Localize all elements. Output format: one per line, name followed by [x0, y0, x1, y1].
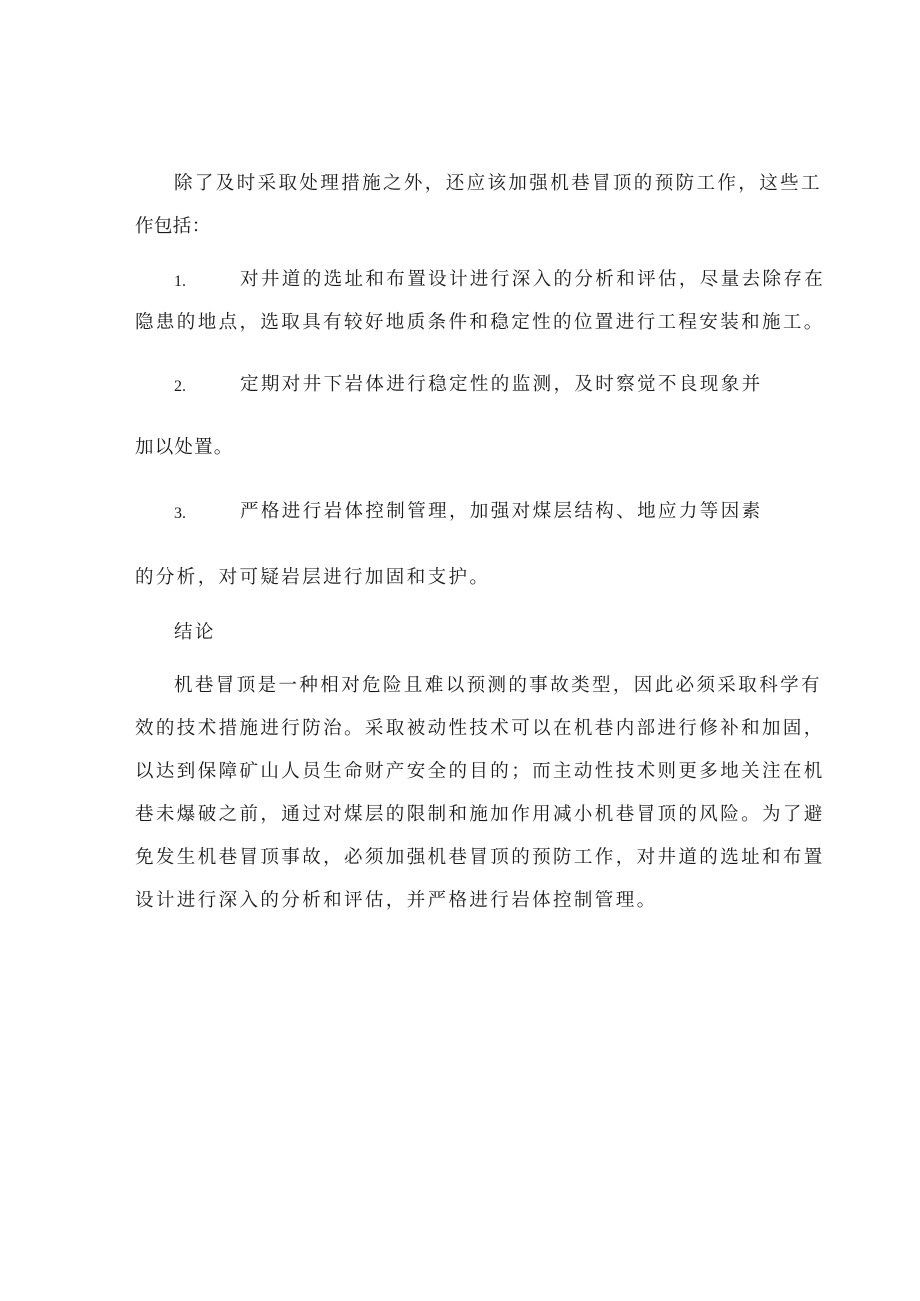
- list-item-2-line-1: 定期对井下岩体进行稳定性的监测，及时察觉不良现象并: [240, 374, 763, 395]
- list-item-number-1: 1.: [174, 273, 186, 290]
- list-item-number-3: 3.: [174, 505, 186, 522]
- intro-line-1: 除了及时采取处理措施之外，还应该加强机巷冒顶的预防工作，这些工: [174, 173, 822, 194]
- conclusion-line-3: 以达到保障矿山人员生命财产安全的目的；而主动性技术则更多地关注在机: [135, 761, 825, 782]
- conclusion-line-5: 免发生机巷冒顶事故，必须加强机巷冒顶的预防工作，对井道的选址和布置: [135, 847, 825, 868]
- intro-line-2: 作包括：: [135, 216, 211, 237]
- list-item-3-line-2: 的分析，对可疑岩层进行加固和支护。: [135, 567, 491, 588]
- list-item-2-line-2: 加以处置。: [135, 437, 234, 458]
- conclusion-line-1: 机巷冒顶是一种相对危险且难以预测的事故类型，因此必须采取科学有: [174, 675, 822, 696]
- conclusion-line-2: 效的技术措施进行防治。采取被动性技术可以在机巷内部进行修补和加固，: [135, 718, 825, 739]
- conclusion-line-4: 巷未爆破之前，通过对煤层的限制和施加作用减小机巷冒顶的风险。为了避: [135, 804, 825, 825]
- conclusion-line-6: 设计进行深入的分析和评估，并严格进行岩体控制管理。: [135, 890, 658, 911]
- list-item-3-line-1: 严格进行岩体控制管理，加强对煤层结构、地应力等因素: [240, 501, 763, 522]
- list-item-1-line-1: 对井道的选址和布置设计进行深入的分析和评估，尽量去除存在: [240, 269, 826, 290]
- list-item-1-line-2: 隐患的地点，选取具有较好地质条件和稳定性的位置进行工程安装和施工。: [135, 312, 825, 333]
- conclusion-heading: 结论: [174, 622, 216, 643]
- list-item-number-2: 2.: [174, 378, 186, 395]
